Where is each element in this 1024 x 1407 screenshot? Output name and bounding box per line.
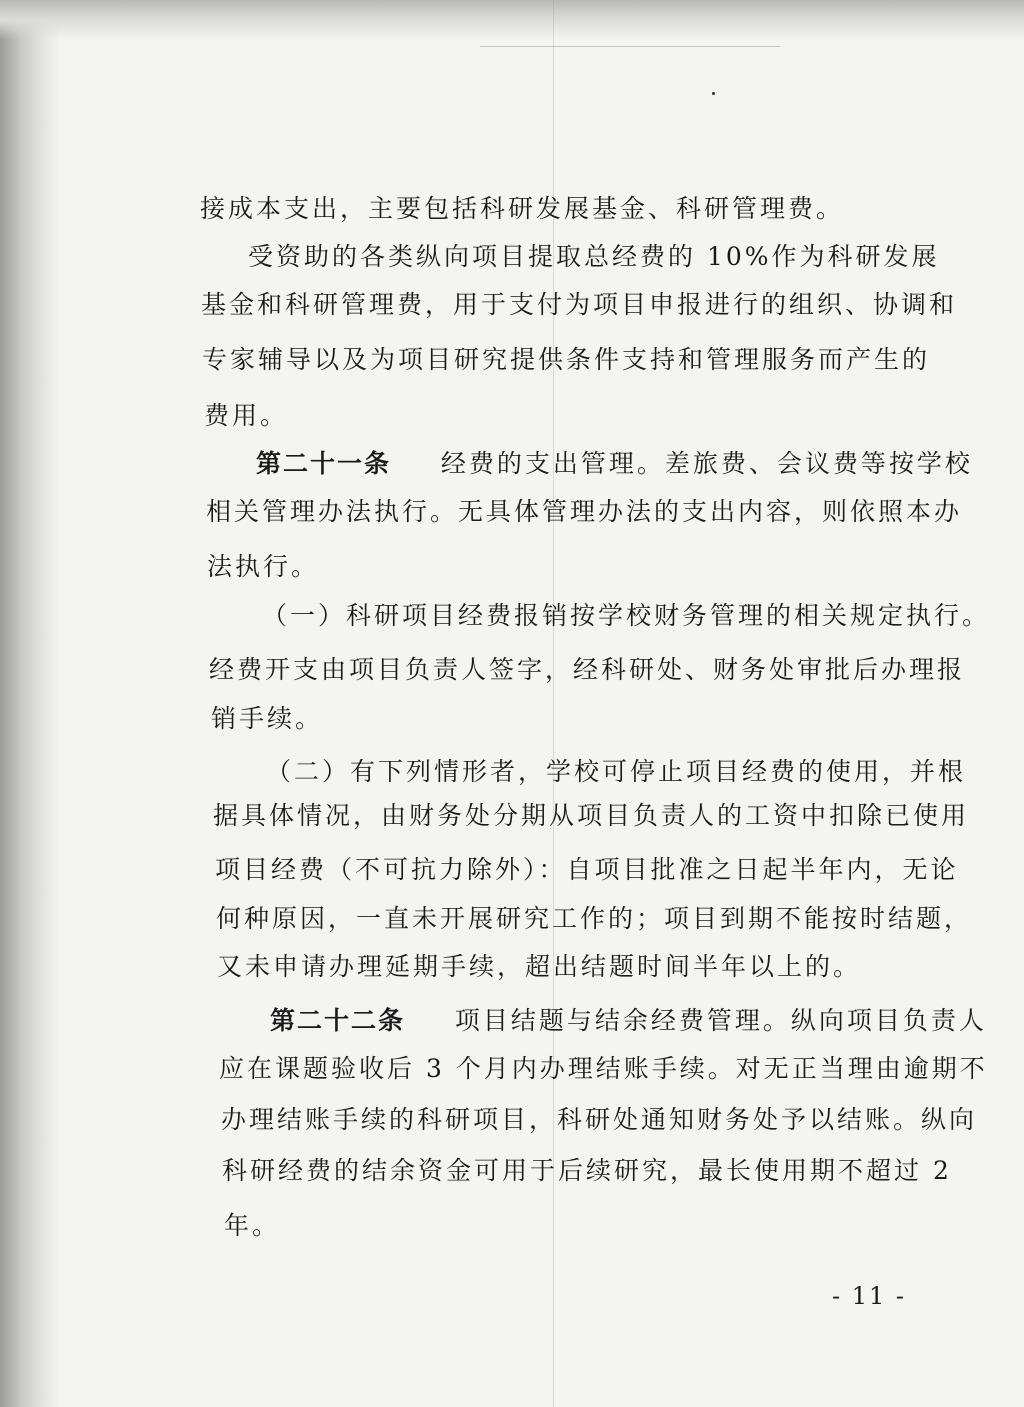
text-line: 费用。 bbox=[204, 401, 289, 430]
text-line: 据具体情况，由财务处分期从项目负责人的工资中扣除已使用 bbox=[213, 801, 970, 830]
text-line: 项目经费（不可抗力除外）：自项目批准之日起半年内，无论 bbox=[215, 855, 959, 884]
text-line: 何种原因，一直未开展研究工作的；项目到期不能按时结题， bbox=[216, 904, 973, 933]
text-line: 办理结账手续的科研项目，科研处通知财务处予以结账。纵向 bbox=[221, 1105, 978, 1134]
text-line: 法执行。 bbox=[207, 552, 320, 581]
article-22-text: 项目结题与结余经费管理。纵向项目负责人 bbox=[454, 1006, 987, 1035]
page-edge-shadow-left bbox=[0, 0, 60, 1407]
article-22-heading: 第二十二条 bbox=[270, 1006, 406, 1035]
article-21-line bbox=[256, 448, 973, 480]
faint-header-rule bbox=[480, 46, 780, 47]
text-line: 又未申请办理延期手续，超出结题时间半年以上的。 bbox=[217, 952, 862, 981]
text-line: 年。 bbox=[224, 1211, 281, 1240]
article-22-line bbox=[270, 1005, 987, 1037]
text-line: 销手续。 bbox=[211, 704, 324, 733]
article-21-heading: 第二十一条 bbox=[256, 449, 392, 478]
text-line: 接成本支出，主要包括科研发展基金、科研管理费。 bbox=[200, 194, 845, 223]
text-line: （二）有下列情形者，学校可停止项目经费的使用，并根 bbox=[266, 757, 967, 786]
scan-speck bbox=[712, 92, 715, 95]
text-line: 相关管理办法执行。无具体管理办法的支出内容，则依照本办 bbox=[206, 497, 963, 526]
text-line: 应在课题验收后 3 个月内办理结账手续。对无正当理由逾期不 bbox=[219, 1054, 988, 1083]
text-line: 科研经费的结余资金可用于后续研究，最长使用期不超过 2 bbox=[222, 1156, 952, 1185]
text-line: 基金和科研管理费，用于支付为项目申报进行的组织、协调和 bbox=[201, 290, 958, 319]
page-number: - 11 - bbox=[832, 1282, 907, 1310]
text-line: 受资助的各类纵向项目提取总经费的 10%作为科研发展 bbox=[248, 242, 940, 271]
text-line: （一）科研项目经费报销按学校财务管理的相关规定执行。 bbox=[262, 601, 991, 630]
article-21-text: 经费的支出管理。差旅费、会议费等按学校 bbox=[440, 449, 973, 478]
text-line: 经费开支由项目负责人签字，经科研处、财务处审批后办理报 bbox=[209, 655, 966, 684]
page-edge-shadow-top bbox=[0, 0, 1024, 40]
text-line: 专家辅导以及为项目研究提供条件支持和管理服务而产生的 bbox=[202, 345, 931, 374]
